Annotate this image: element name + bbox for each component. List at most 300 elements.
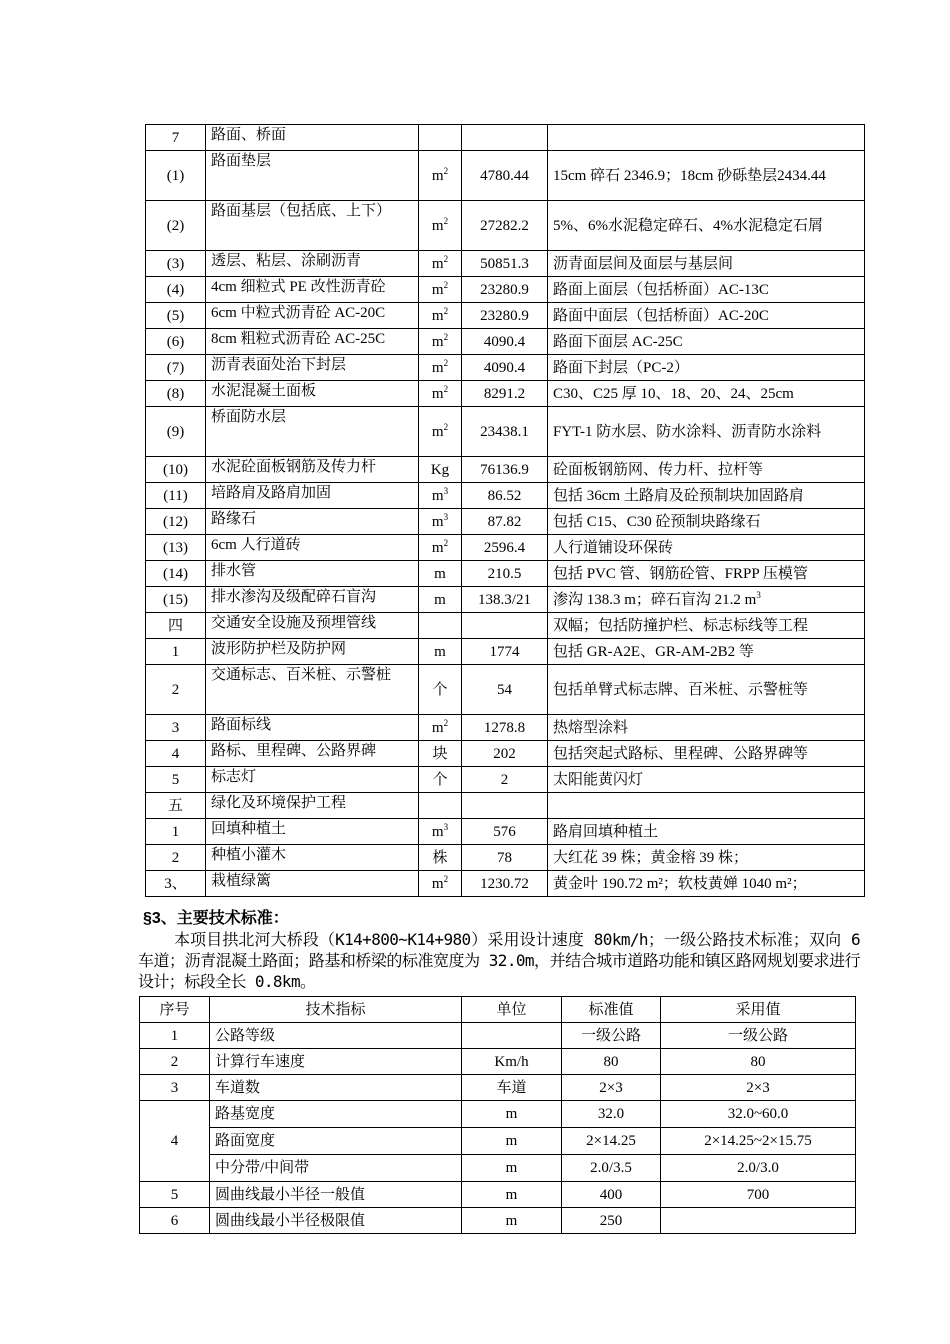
cell-adopted: 一级公路: [661, 1023, 856, 1049]
cell-no: [146, 381, 206, 407]
cell-no-text: 1: [171, 643, 180, 660]
cell-note-text: 包括单臂式标志牌、百米桩、示警桩等: [553, 681, 809, 698]
cell-no: [146, 535, 206, 561]
cell-note: [548, 639, 865, 665]
cell-name: [206, 767, 419, 793]
cell-qty: [462, 535, 548, 561]
cell-qty: [462, 871, 548, 897]
cell-name: [206, 535, 419, 561]
cell-no: [146, 509, 206, 535]
cell-unit: [419, 125, 462, 151]
cell-qty-text: 2596.4: [483, 539, 526, 556]
cell-adopted: 2×3: [661, 1075, 856, 1101]
cell-name: [206, 381, 419, 407]
cell-name: [206, 303, 419, 329]
cell-qty: [462, 251, 548, 277]
cell-no: [146, 845, 206, 871]
cell-qty: [462, 355, 548, 381]
cell-std: 一级公路: [562, 1023, 661, 1049]
cell-name: [206, 277, 419, 303]
cell-note-text: C30、C25 厚 10、18、20、24、25cm: [553, 385, 794, 402]
table-row: [146, 483, 865, 509]
cell-unit: [462, 1023, 562, 1049]
cell-unit-text: 个: [432, 681, 448, 698]
cell-note-text: 5%、6%水泥稳定碎石、4%水泥稳定石屑: [553, 217, 823, 234]
table-row: [146, 587, 865, 613]
unit-exponent: 2: [443, 873, 449, 884]
unit-exponent: 2: [443, 305, 449, 316]
cell-no-text: 4: [171, 745, 180, 762]
cell-note-text: 路面下面层 AC-25C: [553, 333, 683, 350]
cell-no: [146, 587, 206, 613]
cell-unit: [419, 483, 462, 509]
cell-note-text: FYT-1 防水层、防水涂料、沥青防水涂料: [553, 423, 822, 440]
cell-qty: [462, 587, 548, 613]
cell-qty: [462, 457, 548, 483]
cell-no-text: (2): [166, 217, 185, 234]
cell-name-text: 桥面防水层: [211, 409, 287, 425]
table-row: [146, 509, 865, 535]
cell-name: [206, 201, 419, 251]
cell-note: [548, 509, 865, 535]
cell-name: [206, 151, 419, 201]
cell-qty-text: 4780.44: [480, 167, 529, 184]
cell-no-text: 5: [171, 771, 180, 788]
section-paragraph: 本项目拱北河大桥段（K14+800~K14+980）采用设计速度 80km/h；一级公路技术标准；双向 6 车道；沥青混凝土路面；路基和桥梁的标准宽度为 32.0m，并结合城市道路功能和镇区路网规划要求进行设计；标段全长 0.8km。: [138, 930, 860, 991]
cell-qty: [462, 819, 548, 845]
cell-unit: [419, 277, 462, 303]
cell-note-text: 渗沟 138.3 m；碎石盲沟 21.2 m: [553, 591, 757, 608]
cell-note: [548, 151, 865, 201]
cell-qty: [462, 639, 548, 665]
cell-item: 路面宽度: [210, 1128, 462, 1155]
cell-unit-text: m: [431, 539, 444, 556]
cell-no: [146, 767, 206, 793]
table-row: [146, 767, 865, 793]
cell-note-text: 人行道铺设环保砖: [553, 539, 674, 556]
cell-no: [146, 355, 206, 381]
cell-note: [548, 277, 865, 303]
table-row: [146, 329, 865, 355]
table-row: [146, 355, 865, 381]
section-heading: §3、主要技术标准：: [143, 910, 289, 927]
cell-no-text: (5): [166, 307, 185, 324]
cell-unit: [419, 819, 462, 845]
cell-unit: m: [462, 1128, 562, 1155]
cell-no-text: (9): [166, 423, 185, 440]
standards-header-row: [140, 997, 856, 1023]
table-row: [146, 303, 865, 329]
cell-unit: [419, 665, 462, 715]
note-exponent: 3: [756, 589, 761, 600]
cell-no: [146, 741, 206, 767]
cell-no-text: (10): [163, 461, 188, 478]
cell-note-text: 路肩回填种植土: [553, 823, 659, 840]
cell-no: [146, 793, 206, 819]
cell-adopted: [661, 1208, 856, 1234]
quantities-table: [145, 124, 865, 897]
header-cell: 采用值: [661, 997, 856, 1023]
cell-unit-text: m: [431, 307, 444, 324]
cell-unit: [419, 613, 462, 639]
cell-name-text: 路面标线: [211, 717, 272, 733]
cell-note-text: 黄金叶 190.72 m²；软枝黄婵 1040 m²；: [553, 875, 807, 892]
cell-qty-text: 576: [493, 823, 516, 840]
cell-name-text: 水泥混凝土面板: [211, 383, 317, 399]
cell-name: [206, 407, 419, 457]
cell-no: [146, 819, 206, 845]
cell-qty: [462, 483, 548, 509]
cell-no: 3: [140, 1075, 210, 1101]
cell-no-text: 2: [171, 849, 180, 866]
table-row: [146, 535, 865, 561]
cell-qty-text: 54: [497, 681, 512, 698]
cell-unit-text: 个: [432, 771, 448, 788]
cell-name: [206, 355, 419, 381]
cell-no-text: (14): [163, 565, 188, 582]
cell-item: 圆曲线最小半径一般值: [210, 1182, 462, 1208]
cell-no-text: (11): [163, 487, 188, 504]
cell-name: [206, 819, 419, 845]
cell-no: [146, 457, 206, 483]
cell-qty: [462, 845, 548, 871]
table-row: [140, 1023, 856, 1049]
cell-no-text: 7: [171, 129, 180, 146]
cell-name-text: 交通标志、百米桩、示警桩: [211, 667, 392, 683]
cell-unit-text: m: [431, 423, 444, 440]
cell-qty: [462, 201, 548, 251]
cell-qty: [462, 613, 548, 639]
cell-unit-text: m: [431, 487, 444, 504]
cell-qty-text: 138.3/21: [478, 591, 531, 608]
cell-name: [206, 457, 419, 483]
cell-no: 2: [140, 1049, 210, 1075]
cell-name: [206, 741, 419, 767]
cell-name-text: 栽植绿篱: [211, 873, 272, 889]
cell-std: 32.0: [562, 1101, 661, 1128]
cell-item: 中分带/中间带: [210, 1155, 462, 1182]
cell-qty-text: 202: [493, 745, 516, 762]
cell-unit-text: m: [431, 385, 444, 402]
cell-unit-text: m: [431, 359, 444, 376]
cell-note: [548, 741, 865, 767]
cell-note: [548, 329, 865, 355]
cell-note-text: 路面上面层（包括桥面）AC-13C: [553, 281, 769, 298]
cell-unit-text: m: [431, 875, 444, 892]
cell-no-text: (8): [166, 385, 185, 402]
cell-no: [146, 613, 206, 639]
cell-note-text: 砼面板钢筋网、传力杆、拉杆等: [553, 461, 764, 478]
cell-qty-text: 1278.8: [483, 719, 526, 736]
cell-name-text: 8cm 粗粒式沥青砼 AC-25C: [211, 331, 386, 347]
cell-note: [548, 125, 865, 151]
cell-no: 1: [140, 1023, 210, 1049]
cell-name: [206, 561, 419, 587]
cell-qty-text: 78: [497, 849, 512, 866]
cell-qty: [462, 381, 548, 407]
cell-unit-text: m: [434, 643, 446, 660]
cell-note-text: 包括 PVC 管、钢筋砼管、FRPP 压模管: [553, 565, 808, 582]
table-row: [146, 715, 865, 741]
cell-note: [548, 303, 865, 329]
cell-name-text: 路面基层（包括底、上下）: [211, 203, 392, 219]
cell-no: [146, 277, 206, 303]
cell-item: 圆曲线最小半径极限值: [210, 1208, 462, 1234]
cell-note: [548, 407, 865, 457]
cell-no: [146, 639, 206, 665]
cell-note-text: 沥青面层间及面层与基层间: [553, 255, 734, 272]
cell-unit-text: m: [431, 255, 444, 272]
cell-qty: [462, 151, 548, 201]
cell-name-text: 交通安全设施及预埋管线: [211, 615, 377, 631]
cell-name-text: 回填种植土: [211, 821, 287, 837]
cell-no-text: (1): [166, 167, 185, 184]
cell-adopted: 700: [661, 1182, 856, 1208]
cell-no-text: (4): [166, 281, 185, 298]
cell-unit: [419, 355, 462, 381]
cell-unit-text: m: [431, 823, 444, 840]
cell-name: [206, 639, 419, 665]
cell-qty-text: 210.5: [487, 565, 522, 582]
cell-name-text: 路缘石: [211, 511, 257, 527]
cell-unit: m: [462, 1155, 562, 1182]
table-row: [146, 251, 865, 277]
cell-note: [548, 871, 865, 897]
unit-exponent: 2: [443, 215, 449, 226]
unit-exponent: 2: [443, 537, 449, 548]
cell-name: [206, 125, 419, 151]
cell-qty-text: 1774: [489, 643, 520, 660]
cell-no-text: 1: [171, 823, 180, 840]
table-row: [146, 407, 865, 457]
cell-name-text: 路面、桥面: [211, 127, 287, 143]
cell-note: [548, 483, 865, 509]
cell-name: [206, 329, 419, 355]
cell-unit: m: [462, 1208, 562, 1234]
cell-no-text: 3、: [164, 875, 187, 892]
cell-adopted: 32.0~60.0: [661, 1101, 856, 1128]
cell-no-text: (15): [163, 591, 188, 608]
cell-name: [206, 665, 419, 715]
cell-name: [206, 793, 419, 819]
unit-exponent: 2: [443, 331, 449, 342]
cell-name: [206, 483, 419, 509]
cell-unit-text: m: [434, 591, 446, 608]
cell-qty: [462, 509, 548, 535]
cell-qty-text: 50851.3: [480, 255, 529, 272]
cell-note-text: 路面下封层（PC-2）: [553, 359, 689, 376]
cell-qty: [462, 329, 548, 355]
cell-note: [548, 767, 865, 793]
cell-qty-text: 1230.72: [480, 875, 529, 892]
cell-no-text: (13): [163, 539, 188, 556]
cell-note-text: 包括 C15、C30 砼预制块路缘石: [553, 513, 761, 530]
cell-unit-text: m: [431, 217, 444, 234]
cell-qty-text: 23438.1: [480, 423, 529, 440]
cell-unit: [419, 381, 462, 407]
unit-exponent: 2: [443, 253, 449, 264]
cell-name: [206, 509, 419, 535]
cell-unit: Km/h: [462, 1049, 562, 1075]
cell-item: 公路等级: [210, 1023, 462, 1049]
cell-name-text: 种植小灌木: [211, 847, 287, 863]
cell-unit: [419, 587, 462, 613]
table-row: [146, 277, 865, 303]
cell-note-text: 大红花 39 株；黄金榕 39 株；: [553, 849, 749, 866]
cell-no-text: (3): [166, 255, 185, 272]
cell-qty: [462, 561, 548, 587]
cell-no: 5: [140, 1182, 210, 1208]
cell-note-text: 路面中面层（包括桥面）AC-20C: [553, 307, 769, 324]
cell-no-text: 四: [167, 617, 183, 634]
cell-no: [146, 871, 206, 897]
cell-unit-text: m: [431, 719, 444, 736]
cell-no-text: (7): [166, 359, 185, 376]
cell-no-text: (6): [166, 333, 185, 350]
cell-note-text: 包括 36cm 土路肩及砼预制块加固路肩: [553, 487, 804, 504]
cell-name-text: 透层、粘层、涂刷沥青: [211, 253, 362, 269]
header-cell: 单位: [462, 997, 562, 1023]
cell-no: 4: [140, 1101, 210, 1182]
cell-note-text: 包括 GR-A2E、GR-AM-2B2 等: [553, 643, 754, 660]
table-row: [146, 665, 865, 715]
cell-name: [206, 845, 419, 871]
cell-name: [206, 251, 419, 277]
table-row: [146, 457, 865, 483]
cell-note: [548, 535, 865, 561]
cell-note-text: 包括突起式路标、里程碑、公路界碑等: [553, 745, 809, 762]
cell-no-text: 2: [171, 681, 180, 698]
cell-note: [548, 819, 865, 845]
cell-note: [548, 587, 865, 613]
cell-no-text: 五: [167, 797, 183, 814]
cell-unit: [419, 741, 462, 767]
table-row: [146, 639, 865, 665]
cell-unit-text: Kg: [430, 461, 450, 478]
cell-unit: [419, 767, 462, 793]
cell-no: [146, 125, 206, 151]
cell-name-text: 4cm 细粒式 PE 改性沥青砼: [211, 279, 386, 295]
cell-qty-text: 86.52: [487, 487, 522, 504]
cell-note-text: 太阳能黄闪灯: [553, 771, 644, 788]
cell-no: [146, 151, 206, 201]
cell-qty-text: 76136.9: [480, 461, 529, 478]
standards-table: [139, 996, 856, 1234]
table-row: [146, 561, 865, 587]
table-row: [146, 845, 865, 871]
table-row: [140, 1208, 856, 1234]
cell-qty: [462, 303, 548, 329]
cell-unit: [419, 329, 462, 355]
unit-exponent: 2: [443, 165, 449, 176]
table-row: [146, 819, 865, 845]
cell-unit: [419, 457, 462, 483]
cell-name-text: 绿化及环境保护工程: [211, 795, 347, 811]
table-row: [146, 613, 865, 639]
cell-name-text: 标志灯: [211, 769, 257, 785]
cell-no-text: 3: [171, 719, 180, 736]
cell-unit: [419, 715, 462, 741]
cell-name: [206, 715, 419, 741]
table-row: [146, 125, 865, 151]
cell-qty: [462, 741, 548, 767]
cell-name-text: 路标、里程碑、公路界碑: [211, 743, 377, 759]
cell-name-text: 培路肩及路肩加固: [211, 485, 332, 501]
unit-exponent: 2: [443, 421, 449, 432]
cell-note: [548, 561, 865, 587]
header-cell: 序号: [140, 997, 210, 1023]
table-row: [140, 1155, 856, 1182]
cell-name-text: 路面垫层: [211, 153, 272, 169]
cell-unit: [419, 509, 462, 535]
cell-name-text: 排水渗沟及级配碎石盲沟: [211, 589, 377, 605]
header-cell: 标准值: [562, 997, 661, 1023]
cell-no: [146, 201, 206, 251]
cell-unit: [419, 201, 462, 251]
cell-unit: 车道: [462, 1075, 562, 1101]
cell-unit-text: m: [431, 513, 444, 530]
cell-unit: [419, 251, 462, 277]
cell-no: [146, 561, 206, 587]
cell-adopted: 2.0/3.0: [661, 1155, 856, 1182]
cell-note: [548, 613, 865, 639]
cell-note: [548, 381, 865, 407]
unit-exponent: 2: [443, 357, 449, 368]
cell-no: [146, 715, 206, 741]
unit-exponent: 3: [443, 511, 449, 522]
table-row: [146, 793, 865, 819]
cell-no: [146, 665, 206, 715]
cell-qty-text: 4090.4: [483, 359, 526, 376]
cell-adopted: 80: [661, 1049, 856, 1075]
cell-unit: m: [462, 1101, 562, 1128]
cell-unit: [419, 561, 462, 587]
cell-qty: [462, 767, 548, 793]
cell-unit-text: m: [431, 281, 444, 298]
cell-name-text: 排水管: [211, 563, 257, 579]
cell-note: [548, 715, 865, 741]
cell-qty-text: 87.82: [487, 513, 522, 530]
cell-qty-text: 8291.2: [483, 385, 526, 402]
cell-note: [548, 665, 865, 715]
cell-item: 计算行车速度: [210, 1049, 462, 1075]
cell-note-text: 15cm 碎石 2346.9；18cm 砂砾垫层2434.44: [553, 167, 826, 184]
cell-qty-text: 23280.9: [480, 281, 529, 298]
cell-no: [146, 407, 206, 457]
table-row: [146, 741, 865, 767]
cell-unit-text: 块: [432, 745, 448, 762]
table-row: [146, 871, 865, 897]
cell-name-text: 沥青表面处治下封层: [211, 357, 347, 373]
cell-qty: [462, 793, 548, 819]
cell-qty: [462, 665, 548, 715]
cell-note: [548, 845, 865, 871]
cell-unit-text: m: [431, 333, 444, 350]
cell-name: [206, 587, 419, 613]
table-row: [140, 1182, 856, 1208]
cell-unit: [419, 639, 462, 665]
cell-no: 6: [140, 1208, 210, 1234]
cell-unit: m: [462, 1182, 562, 1208]
cell-no: [146, 251, 206, 277]
cell-qty-text: 2: [500, 771, 509, 788]
table-row: [146, 381, 865, 407]
cell-adopted: 2×14.25~2×15.75: [661, 1128, 856, 1155]
cell-note: [548, 457, 865, 483]
cell-note-text: 热熔型涂料: [553, 719, 629, 736]
cell-unit: [419, 407, 462, 457]
cell-unit: [419, 535, 462, 561]
